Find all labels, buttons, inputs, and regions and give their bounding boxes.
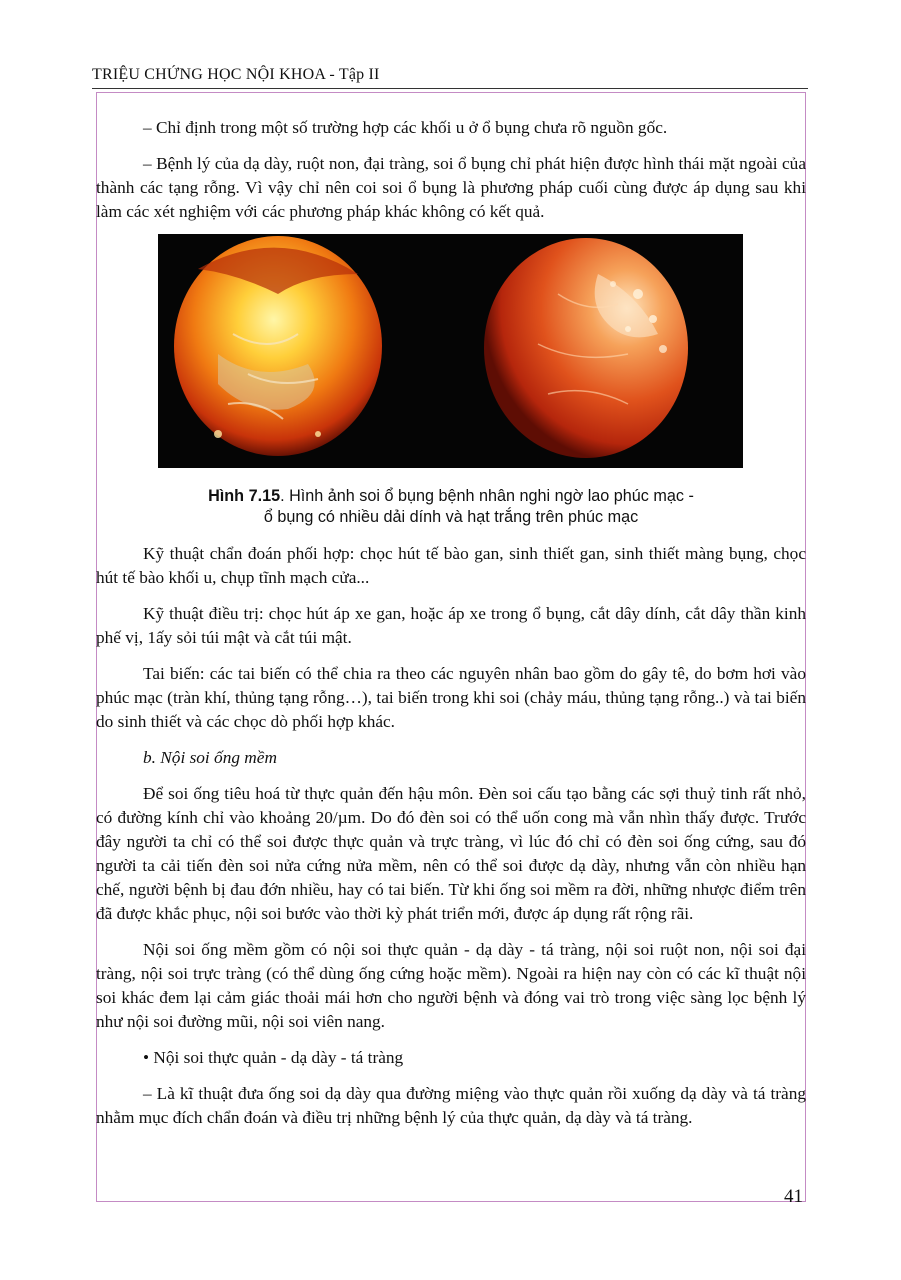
page-number: 41 xyxy=(784,1186,803,1207)
figure-label: Hình 7.15 xyxy=(208,487,281,505)
paragraph-treatment-techniques: Kỹ thuật điều trị: chọc hút áp xe gan, hoặc áp xe trong ổ bụng, cắt dây dính, cắt dây thần kinh phế vị, 1ấy sỏi túi mật và cắt túi mật. xyxy=(96,604,806,647)
page-content xyxy=(96,116,806,1142)
figure-caption-line2: ổ bụng có nhiều dải dính và hạt trắng trên phúc mạc xyxy=(263,508,639,526)
paragraph-endoscopy-types: Nội soi ống mềm gồm có nội soi thực quản - dạ dày - tá tràng, nội soi ruột non, nội soi đại tràng, nội soi trực tràng (có thể dùng ống cứng hoặc mềm). Ngoài ra hiện nay còn có các kĩ thuật nội soi khác đem lại cảm giác thoải mái hơn cho người bệnh và đóng vai trò trong việc sàng lọc bệnh lý như nội soi đường mũi, nội soi viên nang. xyxy=(96,940,806,1031)
paragraph-limitation: – Bệnh lý của dạ dày, ruột non, đại tràng, soi ổ bụng chỉ phát hiện được hình thái mặt ngoài của thành các tạng rỗng. Vì vậy chỉ nên coi soi ổ bụng là phương pháp cuối cùng được áp dụng sau khi làm các xét nghiệm với các phương pháp khác không có kết quả. xyxy=(96,154,806,221)
bullet-egd: • Nội soi thực quản - dạ dày - tá tràng xyxy=(143,1048,404,1067)
paragraph-complications: Tai biến: các tai biến có thể chia ra theo các nguyên nhân bao gồm do gây tê, do bơm hơi vào phúc mạc (tràn khí, thủng tạng rỗng…), tai biến trong khi soi (chảy máu, thủng tạng rỗng..) và tai biến do sinh thiết và các chọc dò phối hợp khác. xyxy=(96,664,806,731)
paragraph-egd-definition: – Là kĩ thuật đưa ống soi dạ dày qua đường miệng vào thực quản rồi xuống dạ dày và tá tràng nhằm mục đích chẩn đoán và điều trị những bệnh lý của thực quản, dạ dày và tá tràng. xyxy=(96,1084,806,1127)
figure-caption-line1: . Hình ảnh soi ổ bụng bệnh nhân nghi ngờ lao phúc mạc - xyxy=(280,487,694,505)
laparoscopy-view-right xyxy=(484,238,688,458)
paragraph-diagnostic-techniques: Kỹ thuật chẩn đoán phối hợp: chọc hút tế bào gan, sinh thiết gan, sinh thiết màng bụng, chọc hút tế bào khối u, chụp tĩnh mạch cửa... xyxy=(96,544,806,587)
laparoscopy-images xyxy=(158,234,743,468)
running-header: TRIỆU CHỨNG HỌC NỘI KHOA - Tập II xyxy=(92,66,380,83)
paragraph-indication: – Chỉ định trong một số trường hợp các khối u ở ổ bụng chưa rõ nguồn gốc. xyxy=(143,118,668,137)
paragraph-flexible-endoscopy: Để soi ống tiêu hoá từ thực quản đến hậu môn. Đèn soi cấu tạo bằng các sợi thuỷ tinh rất nhỏ, có đường kính chỉ vào khoảng 20/µm. Do đó đèn soi có thể uốn cong mà vẫn nhìn thấy được. Trước đây người ta chỉ có thể soi được thực quản và trực tràng, vì lúc đó chỉ có đèn soi ống cứng, sau đó người ta cải tiến đèn soi nửa cứng nửa mềm, nên có thể soi được dạ dày, nhưng vẫn còn nhiều hạn chế, người bệnh bị đau đớn nhiều, hay có tai biến. Từ khi ống soi mềm ra đời, những nhược điểm trên đã được khắc phục, nội soi bước vào thời kỳ phát triển mới, được áp dụng rất rộng rãi. xyxy=(96,784,806,923)
section-subheading: b. Nội soi ống mềm xyxy=(143,748,277,767)
header-rule xyxy=(92,88,808,89)
laparoscopy-view-left xyxy=(174,236,382,456)
figure-caption xyxy=(96,486,806,528)
laparoscopy-figure xyxy=(158,234,743,468)
